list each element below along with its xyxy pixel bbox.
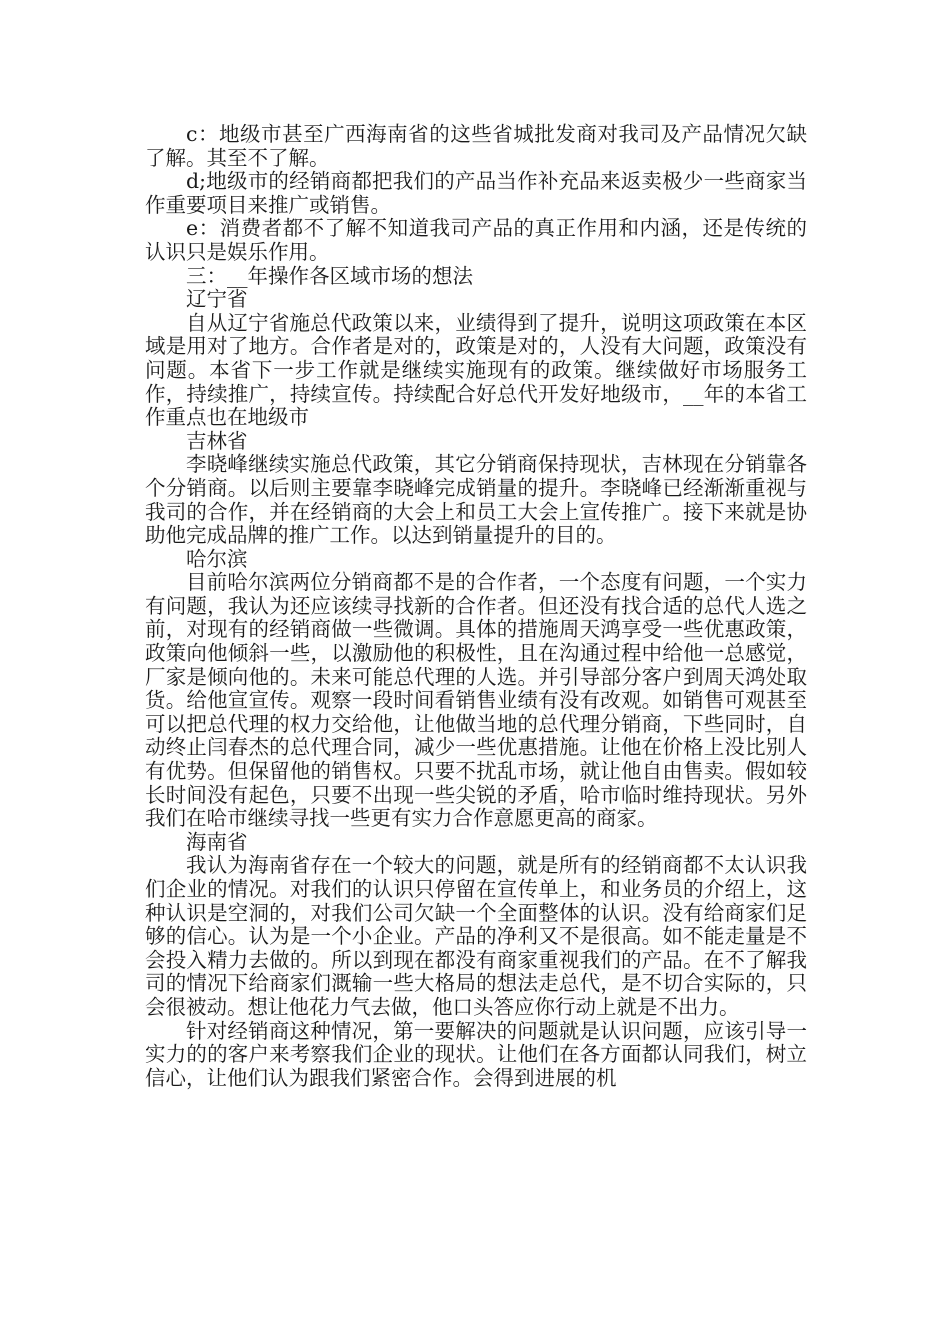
paragraph-c: c：地级市甚至广西海南省的这些省城批发商对我司及产品情况欠缺了解。其至不了解。 — [145, 122, 807, 170]
paragraph-d: d;地级市的经销商都把我们的产品当作补充品来返卖极少一些商家当作重要项目来推广或销售。 — [145, 169, 807, 217]
heading-jilin: 吉林省 — [186, 428, 248, 453]
paragraph-e: e：消费者都不了解不知道我司产品的真正作用和内涵，还是传统的认识只是娱乐作用。 — [145, 216, 807, 264]
heading-harbin: 哈尔滨 — [186, 546, 248, 571]
paragraph-hainan: 我认为海南省存在一个较大的问题，就是所有的经销商都不太认识我们企业的情况。对我们的认识只停留在宣传单上，和业务员的介绍上，这种认识是空洞的，对我们公司欠缺一个全面整体的认识。没有给商家们足够的信心。认为是一个小企业。产品的净利又不是很高。如不能走量是不会投入精力去做的。所以到现在都没有商家重视我们的产品。在不了解我司的情况下给商家们溉输一些大格局的想法走总代，是不切合实际的，只会很被动。想让他花力气去做，他口头答应你行动上就是不出力。 — [145, 853, 807, 1019]
paragraph-hainan-solution: 针对经销商这种情况，第一要解决的问题就是认识问题，应该引导一实力的的客户来考察我们企业的现状。让他们在各方面都认同我们，树立信心，让他们认为跟我们紧密合作。会得到进展的机 — [145, 1018, 807, 1090]
document-page — [145, 123, 807, 1090]
paragraph-jilin: 李晓峰继续实施总代政策，其它分销商保持现状，吉林现在分销靠各个分销商。以后则主要靠李晓峰完成销量的提升。李晓峰已经渐渐重视与我司的合作，并在经销商的大会上和员工大会上宣传推广。接下来就是协助他完成品牌的推广工作。以达到销量提升的目的。 — [145, 452, 807, 548]
heading-liaoning: 辽宁省 — [186, 287, 248, 312]
section-heading-3: 三：__年操作各区域市场的想法 — [186, 263, 473, 288]
heading-hainan: 海南省 — [186, 829, 248, 854]
paragraph-harbin: 目前哈尔滨两位分销商都不是的合作者，一个态度有问题，一个实力有问题，我认为还应该续寻找新的合作者。但还没有找合适的总代人选之前，对现有的经销商做一些微调。具体的措施周天鸿享受一些优惠政策，政策向他倾斜一些，以激励他的积极性，且在沟通过程中给他一总感觉，厂家是倾向他的。未来可能总代理的人选。并引导部分客户到周天鸿处取货。给他宣宣传。观察一段时间看销售业绩有没有改观。如销售可观甚至可以把总代理的权力交给他，让他做当地的总代理分销商，下些同时，自动终止闫春杰的总代理合同，减少一些优惠措施。让他在价格上没比别人有优势。但保留他的销售权。只要不扰乱市场，就让他自由售卖。假如较长时间没有起色，只要不出现一些尖锐的矛盾，哈市临时维持现状。另外我们在哈市继续寻找一些更有实力合作意愿更高的商家。 — [145, 570, 807, 831]
paragraph-liaoning: 自从辽宁省施总代政策以来，业绩得到了提升，说明这项政策在本区域是用对了地方。合作者是对的，政策是对的，人没有大问题，政策没有问题。本省下一步工作就是继续实施现有的政策。继续做好市场服务工作，持续推广，持续宣传。持续配合好总代开发好地级市，__年的本省工作重点也在地级市 — [145, 310, 807, 430]
